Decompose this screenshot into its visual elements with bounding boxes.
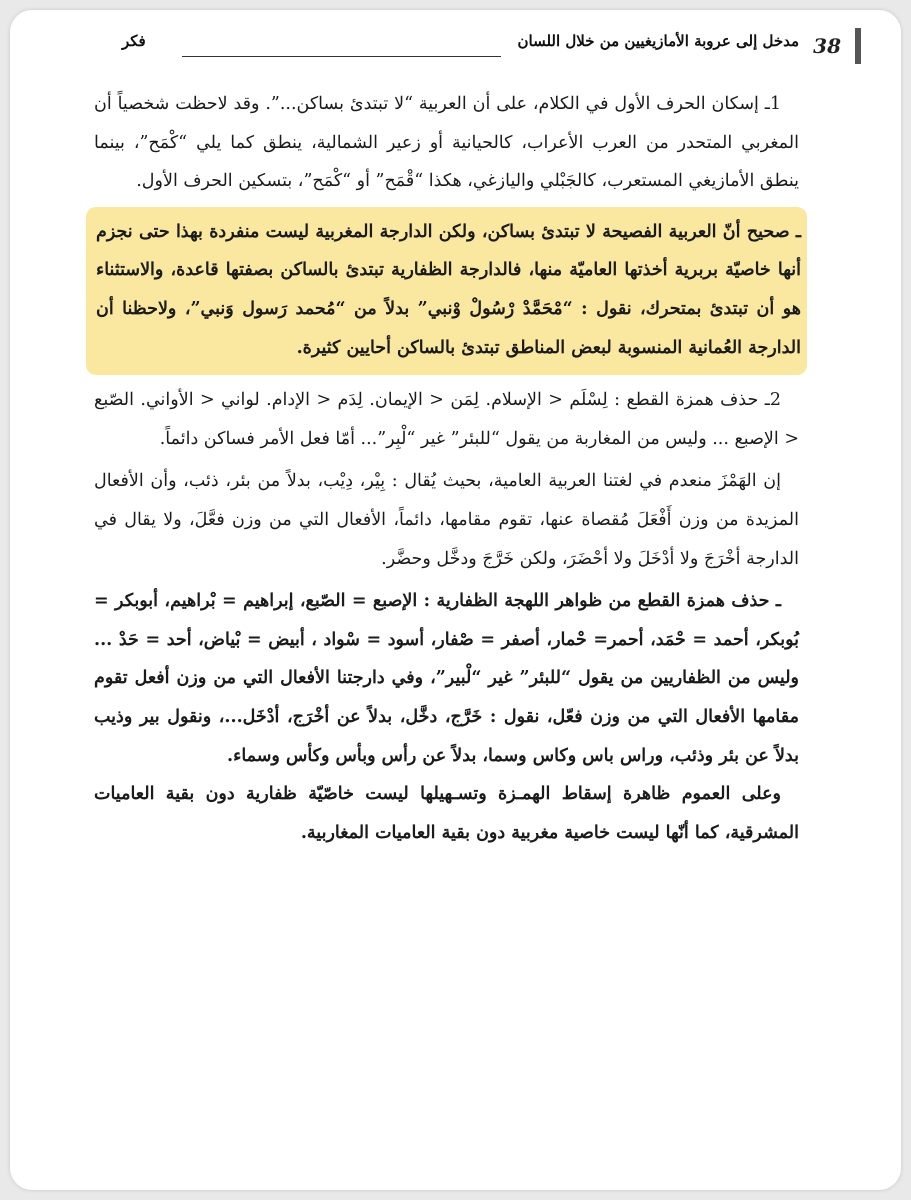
- section-label: فكر: [122, 32, 146, 50]
- running-header: [122, 28, 861, 64]
- book-title: مدخل إلى عروبة الأمازيغيين من خلال اللسان: [517, 32, 799, 50]
- paragraph-1: 1ـ إسكان الحرف الأول في الكلام، على أن العربية “لا تبتدئ بساكن...”. وقد لاحظت شخصياً أن المغربي المتحدر من العرب الأعراب، كالحيانية أو زعير الشمالية، ينطق كما يلي “كْمَح”، بينما ينطق الأمازيغي المستعرب، كالجَبْلي واليازغي، هكذا “قْمَح” أو “كْمَح”، بتسكين الحرف الأول.: [94, 94, 799, 192]
- paragraph-5: وعلى العموم ظاهرة إسقاط الهمـزة وتسـهيلها ليست خاصّيّة ظفارية دون بقية العاميات المشرقية، كما أنّها ليست خاصية مغربية دون بقية العاميات المغاربية.: [94, 784, 799, 843]
- highlighted-paragraph: ـ صحيح أنّ العربية الفصيحة لا تبتدئ بساكن، ولكن الدارجة المغربية ليست منفردة بهذا حتى نجزم أنها خاصيّة بربرية أخذتها العاميّة منها، فالدارجة الظفارية تبتدئ بالساكن بصفتها قاعدة، والاستثناء هو أن تبتدئ بمتحرك، نقول : “مْحَمَّدْ رْسُولْ وْنبي” بدلاً من “مُحمد رَسول وَنبي”، ولاحظنا أن الدارجة العُمانية المنسوبة لبعض المناطق تبتدئ بالساكن أحايين كثيرة.: [86, 207, 807, 375]
- paragraph-4: ـ حذف همزة القطع من ظواهر اللهجة الظفارية : الإصبع = الصّبع، إبراهيم = بْراهيم، أبوبكر = بُوبكر، أحمد = حْمَد، أحمر= حْمار، أصفر = صْفار، أسود = سْواد ، أبيض = بْياض، أحد = حَدْ ... وليس من الظفاريين من يقول “للبئر” غير “لْبير”، وفي دارجتنا الأفعال التي من وزن أفعل تقوم مقامها الأفعال التي من وزن فعّل، نقول : خَرَّج، دخَّل، بدلاً عن أخْرَج، أدْخَل...، ونقول بير وذيب بدلاً عن بئر وذئب، وراس باس وكاس وسما، بدلاً عن رأس وبأس وكأس وسماء.: [94, 591, 799, 766]
- header-rule: [182, 56, 501, 57]
- paragraph-2: 2ـ حذف همزة القطع : لِسْلَم < الإسلام. لِمَن < الإيمان. لِدَم < الإدام. لواني < الأواني. الصّبع < الإصبع ... وليس من المغاربة من يقول “للبئر” غير “لْبِر”... أمّا فعل الأمر فساكن دائماً.: [94, 390, 799, 449]
- document-page: [10, 10, 901, 1190]
- page-number: 38: [813, 28, 861, 64]
- page-body: [94, 85, 799, 852]
- paragraph-3: إن الهَمْزَ منعدم في لغتنا العربية العامية، بحيث يُقال : بِيْر، دِيْب، بدلاً من بئر، ذئب، وأن الأفعال المزيدة من وزن أَفْعَلَ مُقصاة عنها، تقوم مقامها، دائماً، الأفعال التي من وزن فعَّلَ، ولا يقال في الدارجة أخْرَجَ ولا أدْخَلَ ولا أحْضَرَ، ولكن خَرَّجَ ودخَّل وحضَّر.: [94, 471, 799, 569]
